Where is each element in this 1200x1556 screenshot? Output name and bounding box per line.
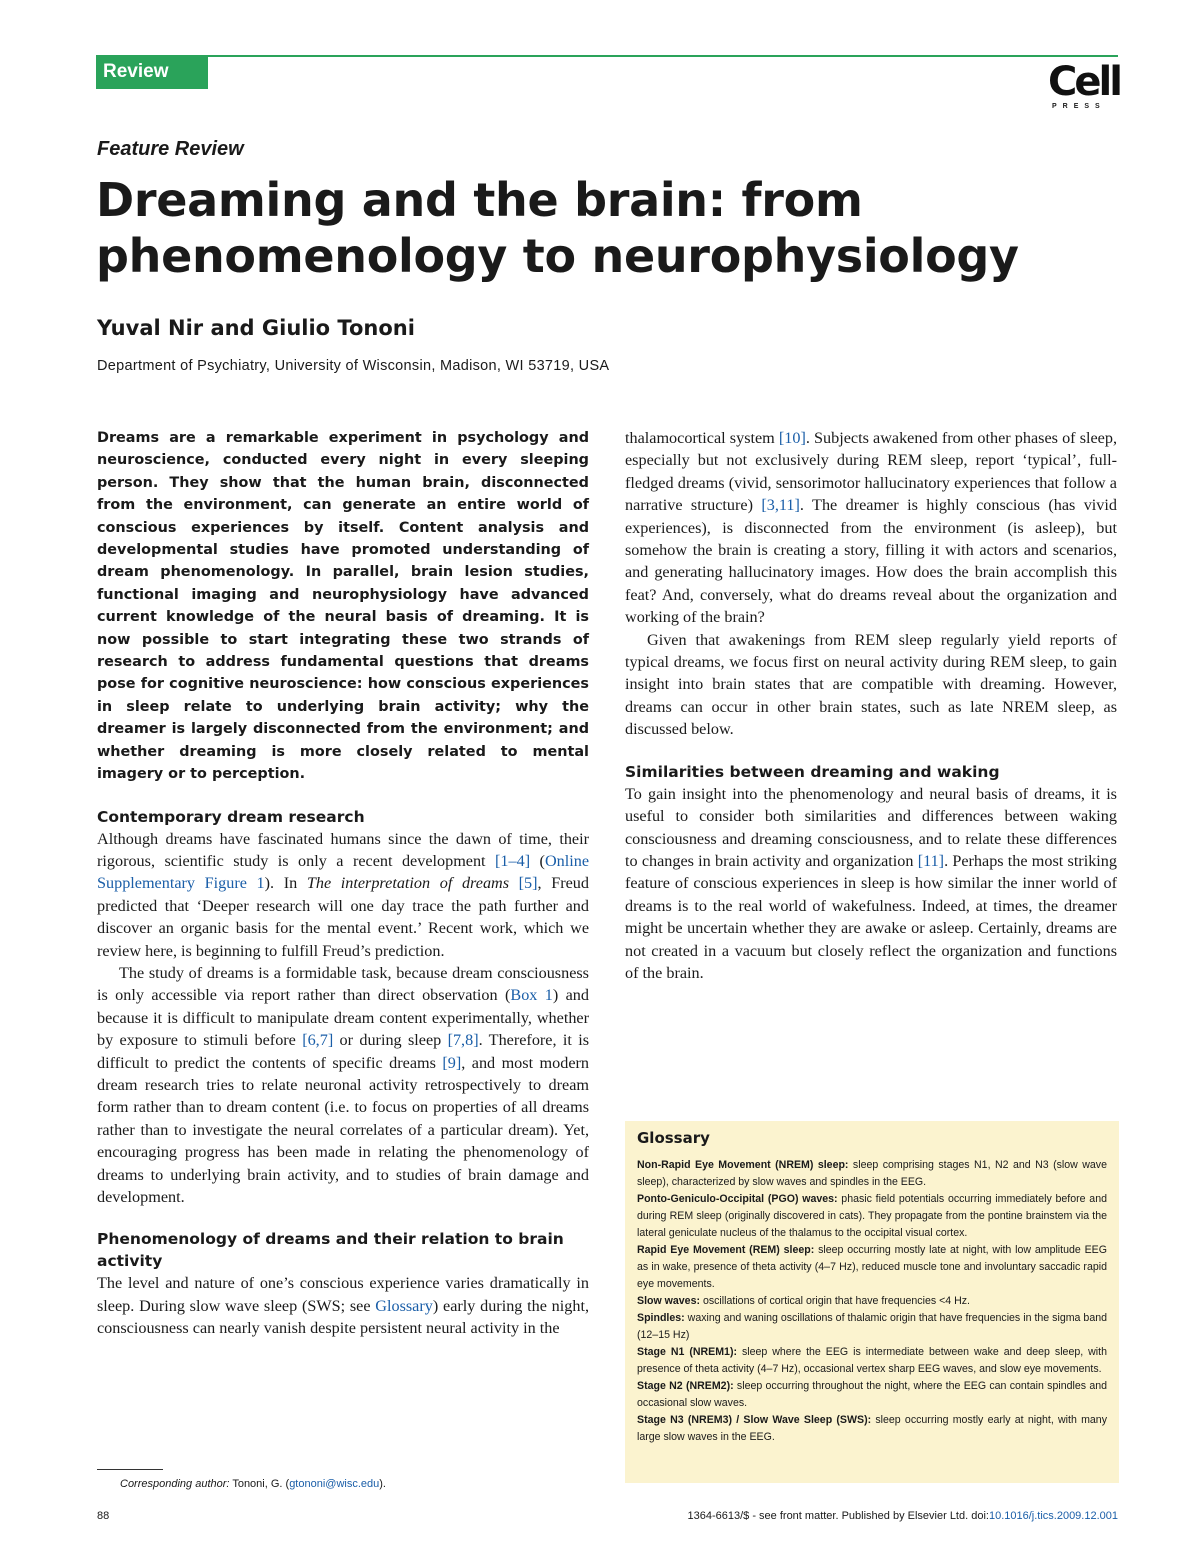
paragraph: Although dreams have fascinated humans since the dawn of time, their rigorous, scientific study is only a recent development [1–4] (Online Supplementary Figure 1). In The interpretation of dreams [5], Freud predicted that ‘Deeper research will one day trace the path further and discover an organic basis for the mental event.’ Recent work, which we review here, is beginning to fulfill Freud’s prediction. [97, 829, 590, 960]
citation-link[interactable]: [11] [917, 851, 945, 870]
footnote-rule [97, 1469, 163, 1470]
section-heading-contemporary: Contemporary dream research [97, 807, 365, 826]
paragraph: The level and nature of one’s conscious experience varies dramatically in sleep. During slow wave sleep (SWS; see Glossary) early during the night, consciousness can nearly vanish despite persistent neural activity in the [97, 1274, 589, 1338]
glossary-entry: Slow waves: oscillations of cortical origin that have frequencies <4 Hz. [637, 1295, 970, 1307]
header-rule [96, 55, 1118, 57]
citation-link[interactable]: [3,11] [761, 496, 800, 515]
article-type: Feature Review [97, 138, 244, 160]
citation-link[interactable]: [10] [778, 429, 806, 447]
glossary-entry: Stage N1 (NREM1): sleep where the EEG is intermediate between wake and deep sleep, with presence of theta activity (4–7 Hz), occasional vertex sharp EEG waves, and slow eye movements. [637, 1346, 1107, 1375]
paragraph: The study of dreams is a formidable task, because dream consciousness is only accessible via report rather than direct observation (Box 1) and because it is difficult to manipulate dream content experimentally, whether by exposure to stimuli before [6,7] or during sleep [7,8]. Therefore, it is difficult to predict the contents of specific dreams [9], and most modern dream research tries to relate neuronal activity retrospectively to dream form rather than to dream content (i.e. to focus on properties of all dreams rather than to investigate the neural correlates of a particular dream). Yet, encouraging progress has been made in relating the phenomenology of dreams to underlying brain activity, and to studies of brain damage and development. [97, 963, 589, 1206]
glossary-entry: Ponto-Geniculo-Occipital (PGO) waves: phasic field potentials occurring immediately before and during REM sleep (originally discovered in cats). They propagate from the pontine brainstem via the lateral geniculate nucleus of the thalamus to the occipital visual cortex. [637, 1193, 1107, 1239]
citation-link[interactable]: [9] [442, 1053, 462, 1072]
citation-link[interactable]: [6,7] [302, 1031, 334, 1050]
supplementary-figure-link[interactable]: Online Supplementary Figure 1 [97, 851, 590, 893]
glossary-entry: Stage N2 (NREM2): sleep occurring throughout the night, where the EEG can contain spindles and occasional slow waves. [637, 1380, 1107, 1409]
glossary-box [625, 1121, 1119, 1483]
glossary-entry: Non-Rapid Eye Movement (NREM) sleep: sleep comprising stages N1, N2 and N3 (slow wave sleep), characterized by slow waves and spindles in the EEG. [637, 1159, 1107, 1188]
citation-link[interactable]: [1–4] [495, 851, 531, 870]
glossary-entry: Stage N3 (NREM3) / Slow Wave Sleep (SWS): sleep occurring mostly early at night, with many large slow waves in the EEG. [637, 1414, 1107, 1443]
citation-link[interactable]: [5] [518, 874, 538, 893]
section-heading-similarities: Similarities between dreaming and waking [625, 762, 1000, 781]
paragraph: To gain insight into the phenomenology and neural basis of dreams, it is useful to consider both similarities and differences between waking consciousness and dreaming consciousness, and to relate these differences to changes in brain activity and organization [11]. Perhaps the most striking feature of conscious experiences in sleep is how similar the inner world of dreams is to the real world of wakefulness. Indeed, at times, the dreamer might be uncertain whether they are awake or asleep. Certainly, dreams are not created in a vacuum but closely reflect the organization and functions of the brain. [625, 784, 1117, 982]
title-line-2: phenomenology to neurophysiology [96, 229, 1019, 283]
doi-link[interactable]: 10.1016/j.tics.2009.12.001 [988, 1510, 1118, 1522]
email-link[interactable]: gtononi@wisc.edu [289, 1478, 380, 1490]
logo-text: Cell [1048, 59, 1120, 105]
left-column [97, 427, 589, 1340]
abstract: Dreams are a remarkable experiment in psychology and neuroscience, conducted every night in every sleeping person. They show that the human brain, disconnected from the environment, can generate an entire world of conscious experiences by itself. Content analysis and developmental studies have promoted understanding of dream phenomenology. In parallel, brain lesion studies, functional imaging and neurophysiology have advanced current knowledge of the neural basis of dreaming. It is now possible to start integrating these two strands of research to address fundamental questions that dreams pose for cognitive neuroscience: how conscious experiences in sleep relate to underlying brain activity; why the dreamer is largely disconnected from the environment; and whether dreaming is more closely related to mental imagery or to perception. [97, 430, 589, 783]
logo-subtext: PRESS [1052, 103, 1106, 110]
section-heading-phenomenology: Phenomenology of dreams and their relation to brain activity [97, 1230, 564, 1271]
paragraph: Given that awakenings from REM sleep regularly yield reports of typical dreams, we focus first on neural activity during REM sleep, to gain insight into brain states that are compatible with dreaming. However, dreams can occur in other brain states, such as late NREM sleep, as discussed below. [625, 630, 1117, 739]
glossary-entry: Spindles: waxing and waning oscillations of thalamic origin that have frequencies in the sigma band (12–15 Hz) [637, 1312, 1107, 1341]
box-link[interactable]: Box 1 [510, 986, 553, 1005]
cell-press-logo [1048, 59, 1120, 116]
affiliation: Department of Psychiatry, University of Wisconsin, Madison, WI 53719, USA [97, 358, 610, 374]
article-title [96, 172, 1106, 284]
doi-line: 1364-6613/$ - see front matter. Published by Elsevier Ltd. doi:10.1016/j.tics.2009.12.001 [687, 1510, 1118, 1522]
corresponding-author-note: Corresponding author: Tononi, G. (gtononi@wisc.edu). [120, 1478, 386, 1490]
citation-link[interactable]: [7,8] [447, 1031, 479, 1050]
page-number: 88 [97, 1510, 110, 1522]
paragraph: thalamocortical system [10]. Subjects awakened from other phases of sleep, especially but not exclusively during REM sleep, report ‘typical’, full-fledged dreams (vivid, sensorimotor hallucinatory experiences that follow a narrative structure) [3,11]. The dreamer is highly conscious (has vivid experiences), is disconnected from the environment (is asleep), but somehow the brain is creating a story, filling it with actors and scenarios, and generating hallucinatory images. How does the brain accomplish this feat? And, conversely, what do dreams reveal about the organization and working of the brain? [625, 429, 1117, 627]
section-tab: Review [96, 57, 208, 89]
authors: Yuval Nir and Giulio Tononi [97, 316, 415, 340]
glossary-link[interactable]: Glossary [375, 1296, 433, 1315]
title-line-1: Dreaming and the brain: from [96, 173, 863, 227]
right-column [625, 427, 1117, 984]
glossary-entry: Rapid Eye Movement (REM) sleep: sleep occurring mostly late at night, with low amplitude EEG as in wake, presence of theta activity (4–7 Hz), reduced muscle tone and involuntary saccadic rapid eye movements. [637, 1244, 1107, 1290]
glossary-title: Glossary [637, 1129, 710, 1147]
